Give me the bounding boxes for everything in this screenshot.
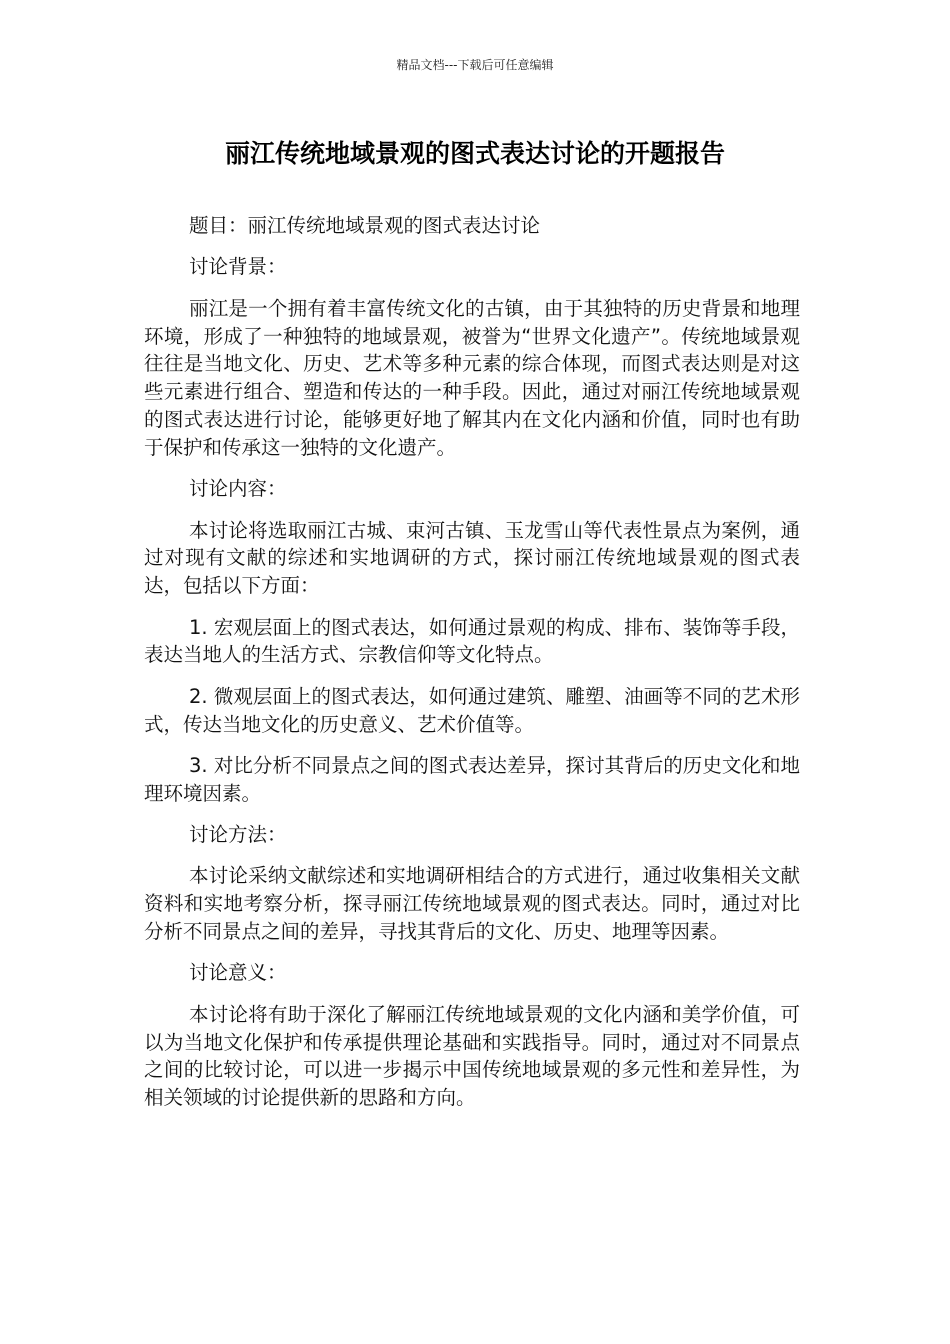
topic-line: 题目：丽江传统地域景观的图式表达讨论 xyxy=(189,214,541,237)
section-heading-significance: 讨论意义： xyxy=(189,961,287,985)
content-item-1: 1. 宏观层面上的图式表达，如何通过景观的构成、排布、装饰等手段，表达当地人的生活方式、宗教信仰等文化特点。 xyxy=(144,615,800,667)
document-body xyxy=(144,212,800,1126)
content-intro-paragraph: 本讨论将选取丽江古城、束河古镇、玉龙雪山等代表性景点为案例，通过对现有文献的综述和实地调研的方式，探讨丽江传统地域景观的图式表达，包括以下方面： xyxy=(144,518,800,598)
section-heading-background: 讨论背景： xyxy=(189,255,287,279)
content-item-3: 3. 对比分析不同景点之间的图式表达差异，探讨其背后的历史文化和地理环境因素。 xyxy=(144,753,800,805)
background-paragraph: 丽江是一个拥有着丰富传统文化的古镇，由于其独特的历史背景和地理环境，形成了一种独特的地域景观，被誉为“世界文化遗产”。传统地域景观往往是当地文化、历史、艺术等多种元素的综合体现，而图式表达则是对这些元素进行组合、塑造和传达的一种手段。因此，通过对丽江传统地域景观的图式表达进行讨论，能够更好地了解其内在文化内涵和价值，同时也有助于保护和传承这一独特的文化遗产。 xyxy=(144,296,800,459)
page-header-note: 精品文档---下载后可任意编辑 xyxy=(396,58,554,72)
document-title: 丽江传统地域景观的图式表达讨论的开题报告 xyxy=(224,139,725,168)
significance-paragraph: 本讨论将有助于深化了解丽江传统地域景观的文化内涵和美学价值，可以为当地文化保护和传承提供理论基础和实践指导。同时，通过对不同景点之间的比较讨论，可以进一步揭示中国传统地域景观的多元性和差异性，为相关领域的讨论提供新的思路和方向。 xyxy=(144,1002,800,1110)
content-item-2: 2. 微观层面上的图式表达，如何通过建筑、雕塑、油画等不同的艺术形式，传达当地文化的历史意义、艺术价值等。 xyxy=(144,684,800,736)
section-heading-content: 讨论内容： xyxy=(189,477,287,501)
method-paragraph: 本讨论采纳文献综述和实地调研相结合的方式进行，通过收集相关文献资料和实地考察分析，探寻丽江传统地域景观的图式表达。同时，通过对比分析不同景点之间的差异，寻找其背后的文化、历史、地理等因素。 xyxy=(144,864,800,944)
section-heading-method: 讨论方法： xyxy=(189,823,287,847)
